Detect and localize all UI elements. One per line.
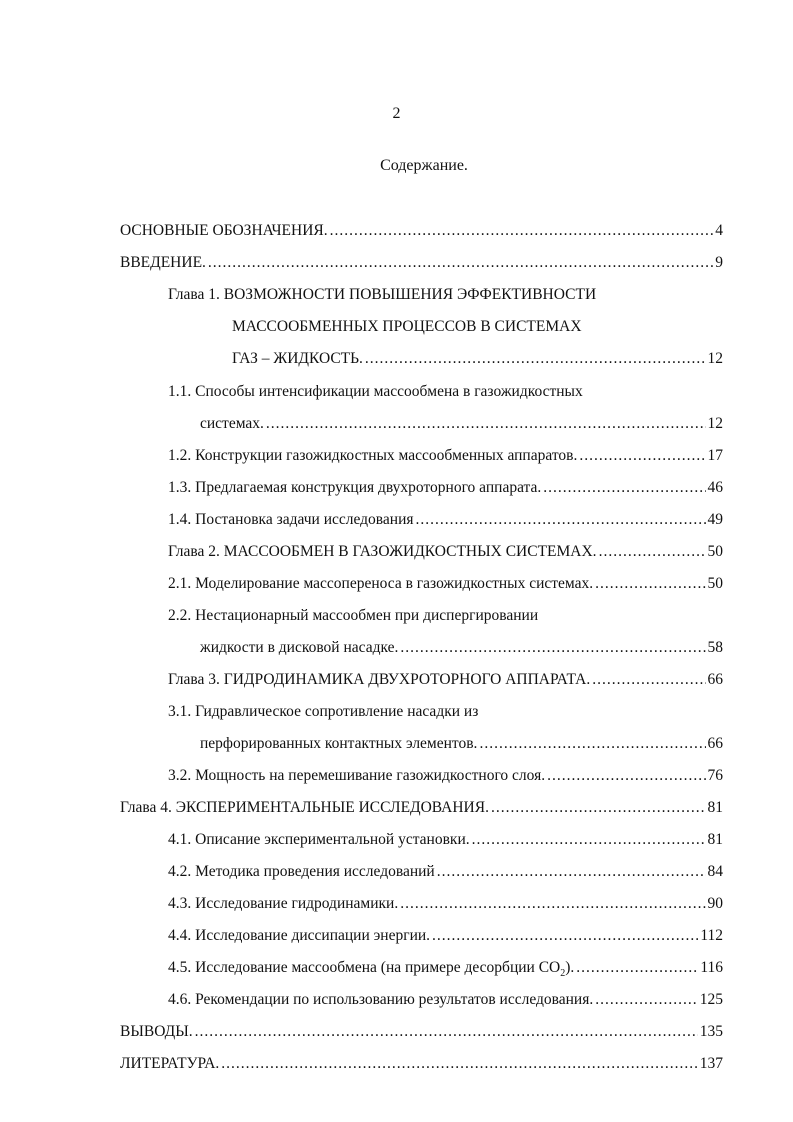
toc-section-1-1-line-1[interactable]: 1.1. Способы интенсификации массообмена в газожидкостных [168,383,583,400]
toc-leader-dots [547,766,705,786]
toc-leader-dots [195,1022,698,1042]
toc-entry-intro[interactable] [120,253,723,273]
toc-entry-chapter-1[interactable] [232,349,723,369]
toc-page-number: 84 [707,863,723,880]
subscript-2: 2 [560,968,566,980]
toc-entry-section-1-2[interactable] [168,446,723,466]
toc-leader-dots [579,446,705,466]
toc-entry-chapter-4[interactable] [120,798,723,818]
toc-page-number: 58 [707,639,723,656]
toc-page-number: 66 [707,735,723,752]
toc-leader-dots [595,574,705,594]
toc-leader-dots [543,478,705,498]
toc-entry-section-4-6[interactable] [168,990,723,1010]
toc-entry-text: ЛИТЕРАТУРА. [120,1055,220,1072]
toc-page-number: 137 [699,1055,723,1072]
contents-title: Содержание. [380,157,468,174]
toc-page-number: 81 [707,831,723,848]
toc-entry-chapter-3[interactable] [168,670,723,690]
toc-entry-text: 4.6. Рекомендации по использованию результатов исследования. [168,991,594,1008]
toc-entry-text: Глава 2. МАССООБМЕН В ГАЗОЖИДКОСТНЫХ СИСТЕМАХ. [168,543,597,560]
toc-entry-text: ВЫВОДЫ. [120,1023,193,1040]
toc-page-number: 50 [707,575,723,592]
toc-entry-text: Глава 3. ГИДРОДИНАМИКА ДВУХРОТОРНОГО АППАРАТА. [168,671,591,688]
toc-entry-text: 4.3. Исследование гидродинамики. [168,895,399,912]
toc-entry-conclusions[interactable] [120,1022,723,1042]
toc-entry-text: ОСНОВНЫЕ ОБОЗНАЧЕНИЯ. [120,222,328,239]
toc-page-number: 90 [707,895,723,912]
toc-chapter-1-line-1[interactable]: Глава 1. ВОЗМОЖНОСТИ ПОВЫШЕНИЯ ЭФФЕКТИВНОСТИ [168,286,597,303]
toc-entry-section-4-1[interactable] [168,830,723,850]
toc-entry-section-4-4[interactable] [168,926,723,946]
toc-page-number: 81 [707,799,723,816]
toc-entry-text: 1.4. Постановка задачи исследования [168,511,414,528]
toc-entry-text: Глава 4. ЭКСПЕРИМЕНТАЛЬНЫЕ ИССЛЕДОВАНИЯ. [120,799,489,816]
toc-entry-section-4-2[interactable] [168,862,723,882]
toc-entry-text: 4.4. Исследование диссипации энергии. [168,927,431,944]
toc-leader-dots [599,542,706,562]
toc-entry-literature[interactable] [120,1054,723,1074]
toc-leader-dots [479,734,705,754]
toc-page-number: 112 [700,927,723,944]
toc-entry-section-2-1[interactable] [168,574,723,594]
toc-page-number: 76 [707,767,723,784]
toc-section-2-2-line-1[interactable]: 2.2. Нестационарный массообмен при диспергировании [168,607,539,624]
toc-page-number: 46 [707,479,723,496]
toc-leader-dots [365,349,706,369]
toc-entry-text: системах. [200,415,264,432]
toc-page-number: 116 [700,959,723,976]
toc-page-number: 50 [707,543,723,560]
page-number: 2 [392,105,401,122]
toc-page-number: 17 [707,447,723,464]
toc-page-number: 9 [715,254,723,271]
toc-leader-dots [491,798,706,818]
toc-entry-text: 1.2. Конструкции газожидкостных массообменных аппаратов. [168,447,578,464]
toc-leader-dots [576,958,698,978]
toc-leader-dots [437,862,706,882]
toc-entry-text [168,958,574,978]
toc-leader-dots [595,990,698,1010]
toc-leader-dots [400,638,705,658]
toc-page-number: 12 [707,350,723,367]
toc-entry-section-1-1[interactable] [200,414,723,434]
toc-leader-dots [472,830,706,850]
toc-page-number: 66 [707,671,723,688]
toc-entry-section-1-3[interactable] [168,478,723,498]
toc-entry-text: ВВЕДЕНИЕ. [120,254,206,271]
toc-page-number: 4 [715,222,723,239]
toc-page-number: 49 [707,511,723,528]
toc-leader-dots [221,1054,697,1074]
toc-entry-section-1-4[interactable] [168,510,723,530]
toc-leader-dots [266,414,706,434]
toc-entry-section-2-2[interactable] [200,638,723,658]
toc-entry-text: 3.2. Мощность на перемешивание газожидкостного слоя. [168,767,546,784]
toc-page-number: 125 [699,991,723,1008]
toc-page-number: 135 [699,1023,723,1040]
toc-entry-text-prefix: 4.5. Исследование массообмена (на примере десорбции CO [168,959,561,976]
toc-leader-dots [416,510,706,530]
toc-leader-dots [432,926,698,946]
toc-entry-text: 4.1. Описание экспериментальной установки. [168,831,470,848]
toc-leader-dots [208,253,713,273]
toc-entry-text: 1.3. Предлагаемая конструкция двухроторного аппарата. [168,479,542,496]
toc-entry-notation[interactable] [120,221,723,241]
toc-page-number: 12 [707,415,723,432]
toc-leader-dots [400,894,705,914]
toc-entry-text-suffix: ). [565,959,575,976]
toc-chapter-1-line-2[interactable]: МАССООБМЕННЫХ ПРОЦЕССОВ В СИСТЕМАХ [232,318,582,335]
toc-entry-section-3-1[interactable] [200,734,723,754]
toc-entry-text: 4.2. Методика проведения исследований [168,863,435,880]
toc-entry-text: жидкости в дисковой насадке. [200,639,399,656]
toc-entry-section-3-2[interactable] [168,766,723,786]
toc-entry-text: перфорированных контактных элементов. [200,735,478,752]
toc-entry-chapter-2[interactable] [168,542,723,562]
toc-entry-section-4-3[interactable] [168,894,723,914]
toc-entry-text: 2.1. Моделирование массопереноса в газожидкостных системах. [168,575,594,592]
toc-leader-dots [592,670,705,690]
toc-entry-section-4-5[interactable] [168,958,723,978]
toc-leader-dots [330,221,714,241]
toc-section-3-1-line-1[interactable]: 3.1. Гидравлическое сопротивление насадки из [168,703,479,720]
toc-entry-text: ГАЗ – ЖИДКОСТЬ. [232,350,363,367]
